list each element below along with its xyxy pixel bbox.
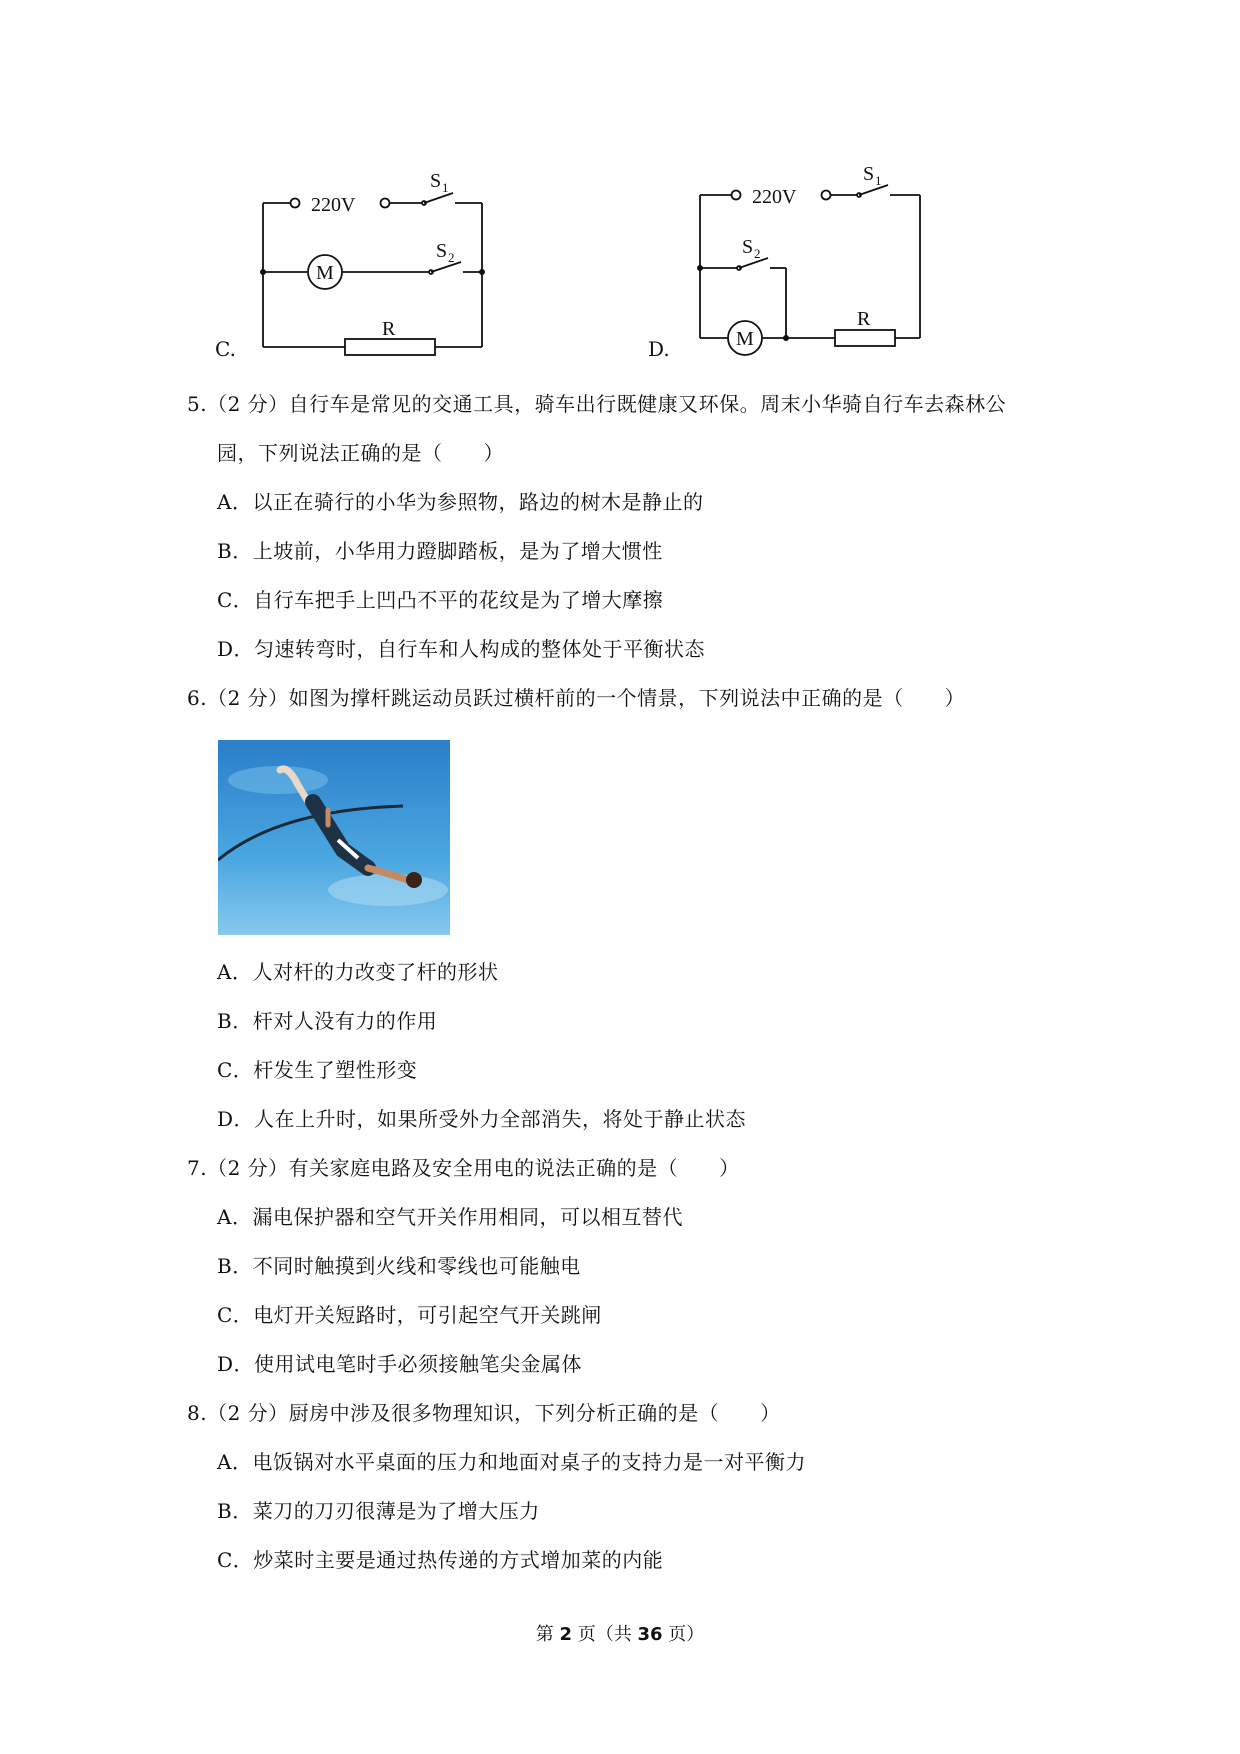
footer-total-pages: 36 [637, 1624, 663, 1645]
switch-s2-subscript: 2 [754, 246, 761, 261]
footer-middle: 页（共 [572, 1624, 638, 1645]
question-6-option-b: B．杆对人没有力的作用 [217, 1009, 438, 1033]
footer-prefix: 第 [535, 1624, 560, 1645]
resistor-label: R [857, 308, 871, 330]
switch-s2-label: S [436, 240, 448, 262]
pole-vault-photo [218, 740, 450, 935]
question-7-stem: 7.（2 分）有关家庭电路及安全用电的说法正确的是（ ） [187, 1156, 740, 1180]
question-7-option-c: C．电灯开关短路时，可引起空气开关跳闸 [217, 1303, 602, 1327]
voltage-label: 220V [311, 194, 356, 216]
question-6-option-a: A．人对杆的力改变了杆的形状 [217, 960, 499, 984]
resistor-label: R [382, 318, 396, 340]
switch-s1-subscript: 1 [442, 180, 449, 195]
question-5-option-b: B．上坡前，小华用力蹬脚踏板，是为了增大惯性 [217, 539, 663, 563]
switch-s1-label: S [863, 163, 875, 185]
question-7-option-b: B．不同时触摸到火线和零线也可能触电 [217, 1254, 581, 1278]
question-7-option-a: A．漏电保护器和空气开关作用相同，可以相互替代 [217, 1205, 683, 1229]
question-6-stem: 6.（2 分）如图为撑杆跳运动员跃过横杆前的一个情景，下列说法中正确的是（ ） [187, 686, 966, 710]
switch-s1-label: S [430, 170, 442, 192]
switch-s2-label: S [742, 236, 754, 258]
footer-suffix: 页） [662, 1624, 705, 1645]
question-8-option-c: C．炒菜时主要是通过热传递的方式增加菜的内能 [217, 1548, 664, 1572]
question-5-stem-line2: 园，下列说法正确的是（ ） [217, 441, 504, 465]
circuit-diagram-d [690, 158, 935, 358]
question-5-option-d: D．匀速转弯时，自行车和人构成的整体处于平衡状态 [217, 637, 706, 661]
switch-s2-subscript: 2 [448, 250, 455, 265]
question-5-option-c: C．自行车把手上凹凸不平的花纹是为了增大摩擦 [217, 588, 664, 612]
page-footer [0, 1620, 1240, 1646]
motor-label: M [736, 328, 754, 350]
option-d-label: D. [648, 337, 670, 361]
option-c-label: C. [215, 337, 236, 361]
question-5-option-a: A．以正在骑行的小华为参照物，路边的树木是静止的 [217, 490, 704, 514]
circuit-diagram-c [255, 165, 500, 360]
question-8-option-a: A．电饭锅对水平桌面的压力和地面对桌子的支持力是一对平衡力 [217, 1450, 806, 1474]
switch-s1-subscript: 1 [875, 173, 882, 188]
question-5-stem-line1: 5.（2 分）自行车是常见的交通工具，骑车出行既健康又环保。周末小华骑自行车去森林公 [187, 392, 1007, 416]
voltage-label: 220V [752, 186, 797, 208]
question-6-option-c: C．杆发生了塑性形变 [217, 1058, 418, 1082]
question-6-option-d: D．人在上升时，如果所受外力全部消失，将处于静止状态 [217, 1107, 747, 1131]
question-8-stem: 8.（2 分）厨房中涉及很多物理知识，下列分析正确的是（ ） [187, 1401, 781, 1425]
footer-page-number: 2 [559, 1624, 572, 1645]
question-7-option-d: D．使用试电笔时手必须接触笔尖金属体 [217, 1352, 583, 1376]
question-8-option-b: B．菜刀的刀刃很薄是为了增大压力 [217, 1499, 540, 1523]
motor-label: M [316, 262, 334, 284]
